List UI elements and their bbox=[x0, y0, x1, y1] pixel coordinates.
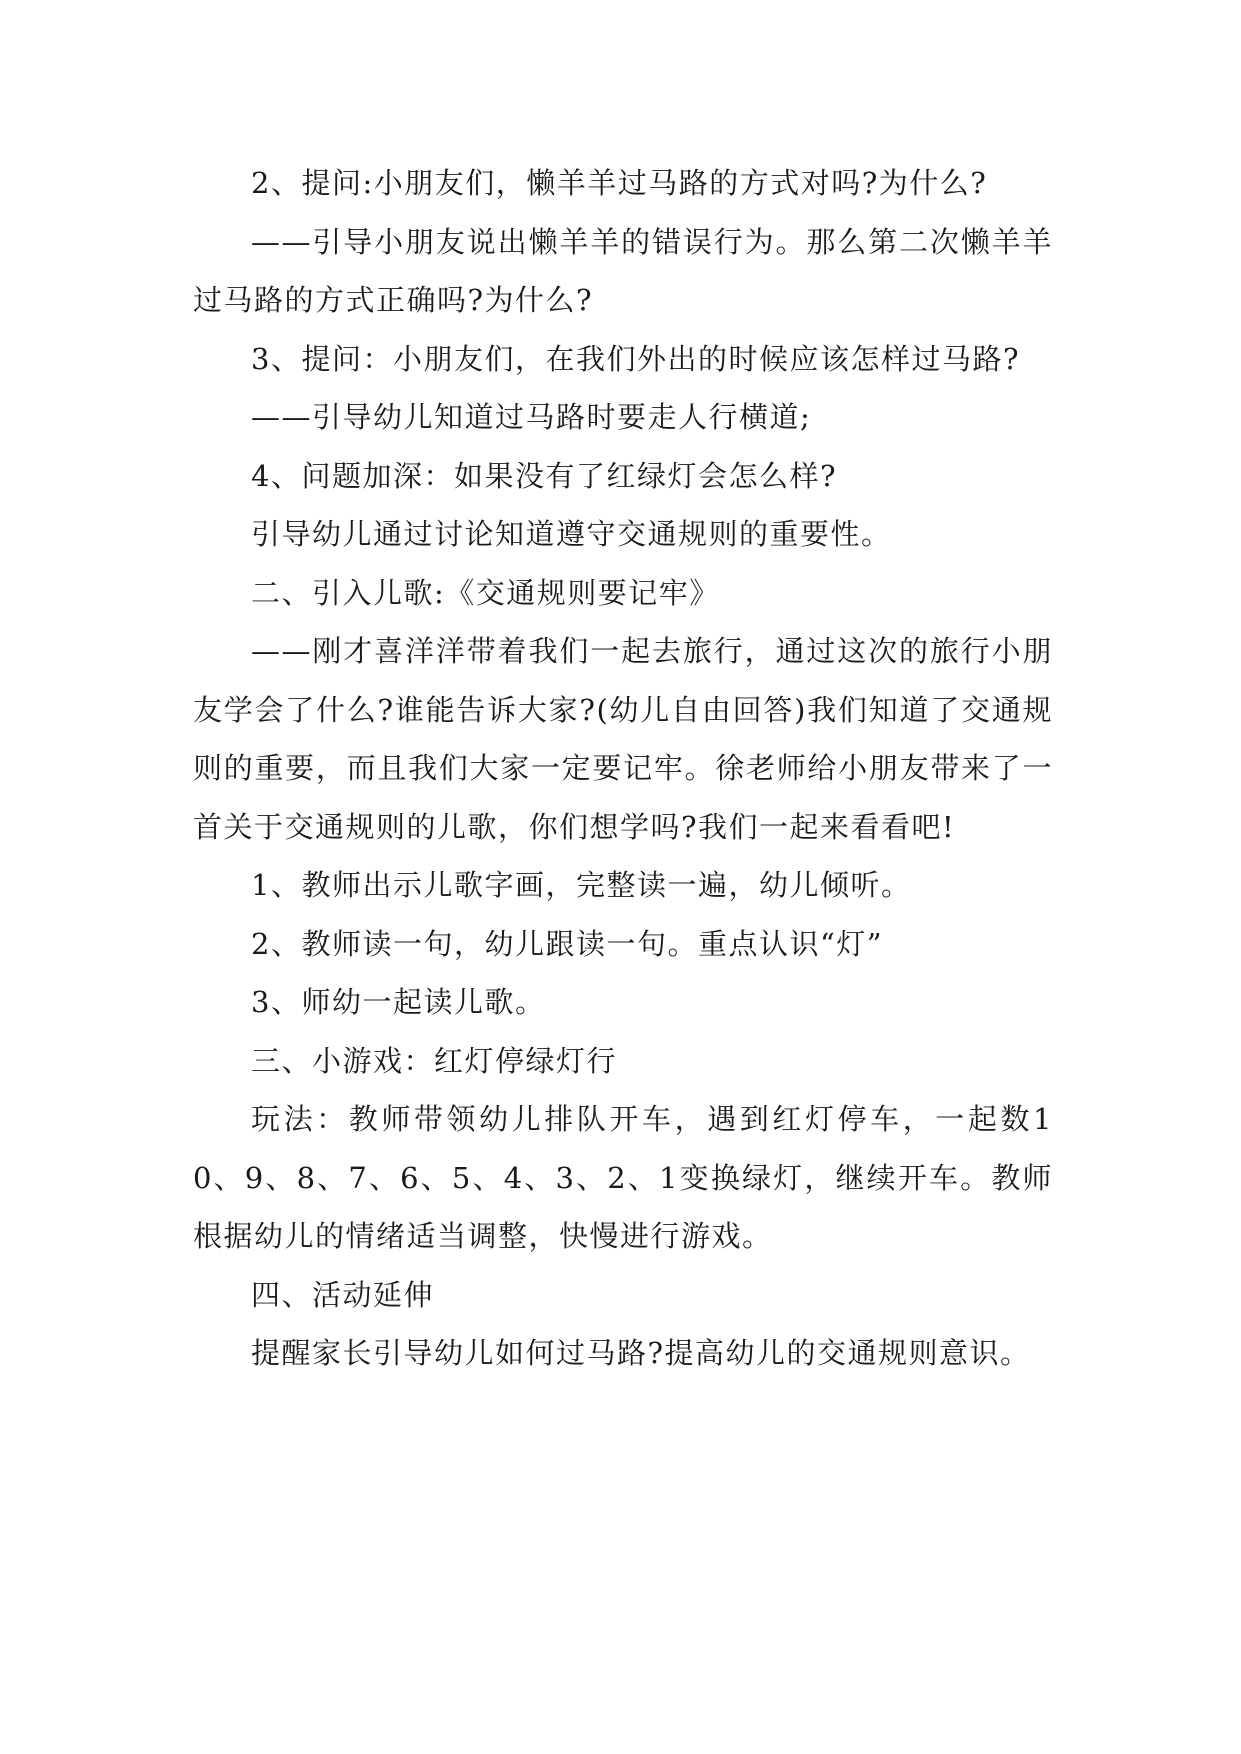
section-heading-game: 三、小游戏：红灯停绿灯行 bbox=[251, 1043, 618, 1078]
paragraph-discussion: 引导幼儿通过讨论知道遵守交通规则的重要性。 bbox=[251, 517, 892, 551]
document-page bbox=[193, 154, 1053, 1383]
paragraph-guide-mistake: ——引导小朋友说出懒羊羊的错误行为。那么第二次懒羊羊过马路的方式正确吗?为什么? bbox=[193, 224, 1053, 317]
paragraph-step-2: 2、教师读一句，幼儿跟读一句。重点认识“灯” bbox=[251, 926, 884, 961]
paragraph-step-3: 3、师幼一起读儿歌。 bbox=[251, 985, 546, 1019]
section-heading-song: 二、引入儿歌:《交通规则要记牢》 bbox=[251, 575, 720, 610]
paragraph-extension: 提醒家长引导幼儿如何过马路?提高幼儿的交通规则意识。 bbox=[251, 1336, 1031, 1370]
paragraph-game-rules: 玩法：教师带领幼儿排队开车，遇到红灯停车，一起数10、9、8、7、6、5、4、3、2、1变换绿灯，继续开车。教师根据幼儿的情绪适当调整，快慢进行游戏。 bbox=[193, 1102, 1053, 1253]
paragraph-question-2: 2、提问:小朋友们，懒羊羊过马路的方式对吗?为什么? bbox=[251, 166, 988, 200]
section-heading-extension: 四、活动延伸 bbox=[251, 1277, 435, 1312]
paragraph-guide-crosswalk: ——引导幼儿知道过马路时要走人行横道; bbox=[251, 400, 812, 434]
paragraph-question-3: 3、提问：小朋友们，在我们外出的时候应该怎样过马路? bbox=[251, 341, 1020, 376]
paragraph-step-1: 1、教师出示儿歌字画，完整读一遍，幼儿倾听。 bbox=[251, 868, 912, 902]
paragraph-question-4: 4、问题加深：如果没有了红绿灯会怎么样? bbox=[251, 458, 837, 493]
paragraph-song-intro: ——刚才喜洋洋带着我们一起去旅行，通过这次的旅行小朋友学会了什么?谁能告诉大家?(幼儿自由回答)我们知道了交通规则的重要，而且我们大家一定要记牢。徐老师给小朋友带来了一首关于交通规则的儿歌，你们想学吗?我们一起来看看吧! bbox=[193, 634, 1053, 844]
